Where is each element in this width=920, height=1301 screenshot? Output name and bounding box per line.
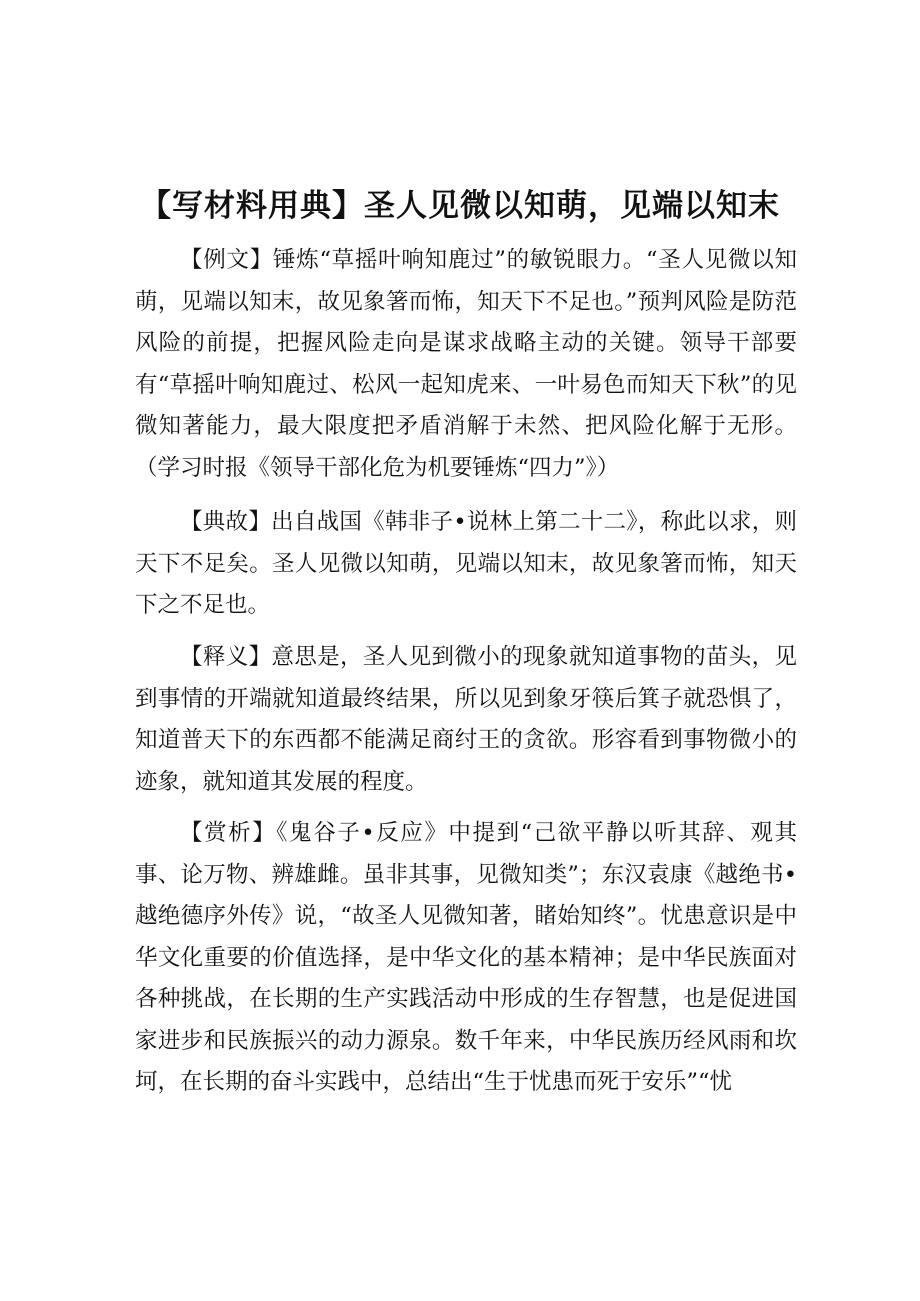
- paragraph-appreciation: 【赏析】《鬼谷子•反应》中提到“己欲平静以听其辞、观其事、论万物、辨雄雌。虽非其事，见微知类”；东汉袁康《越绝书•越绝德序外传》说，“故圣人见微知著，睹始知终”。忧患意识是中华文化重要的价值选择，是中华文化的基本精神；是中华民族面对各种挑战，在长期的生产实践活动中形成的生存智慧，也是促进国家进步和民族振兴的动力源泉。数千年来，中华民族历经风雨和坎坷，在长期的奋斗实践中，总结出“生于忧患而死于安乐”“忧: [135, 820, 797, 1095]
- document-title: 【写材料用典】圣人见微以知萌，见端以知末: [140, 188, 780, 224]
- paragraph-example: 【例文】锤炼“草摇叶响知鹿过”的敏锐眼力。“圣人见微以知萌，见端以知末，故见象箸而怖，知天下不足也。”预判风险是防范风险的前提，把握风险走向是谋求战略主动的关键。领导干部要有“草摇叶响知鹿过、松风一起知虎来、一叶易色而知天下秋”的见微知著能力，最大限度把矛盾消解于未然、把风险化解于无形。（学习时报《领导干部化危为机要锤炼“四力”》）: [135, 247, 797, 481]
- paragraph-allusion: 【典故】出自战国《韩非子•说林上第二十二》，称此以求，则天下不足矣。圣人见微以知萌，见端以知末，故见象箸而怖，知天下之不足也。: [135, 509, 797, 618]
- paragraph-interpretation: 【释义】意思是，圣人见到微小的现象就知道事物的苗头，见到事情的开端就知道最终结果，所以见到象牙筷后箕子就恐惧了，知道普天下的东西都不能满足商纣王的贪欲。形容看到事物微小的迹象，就知道其发展的程度。: [135, 644, 797, 795]
